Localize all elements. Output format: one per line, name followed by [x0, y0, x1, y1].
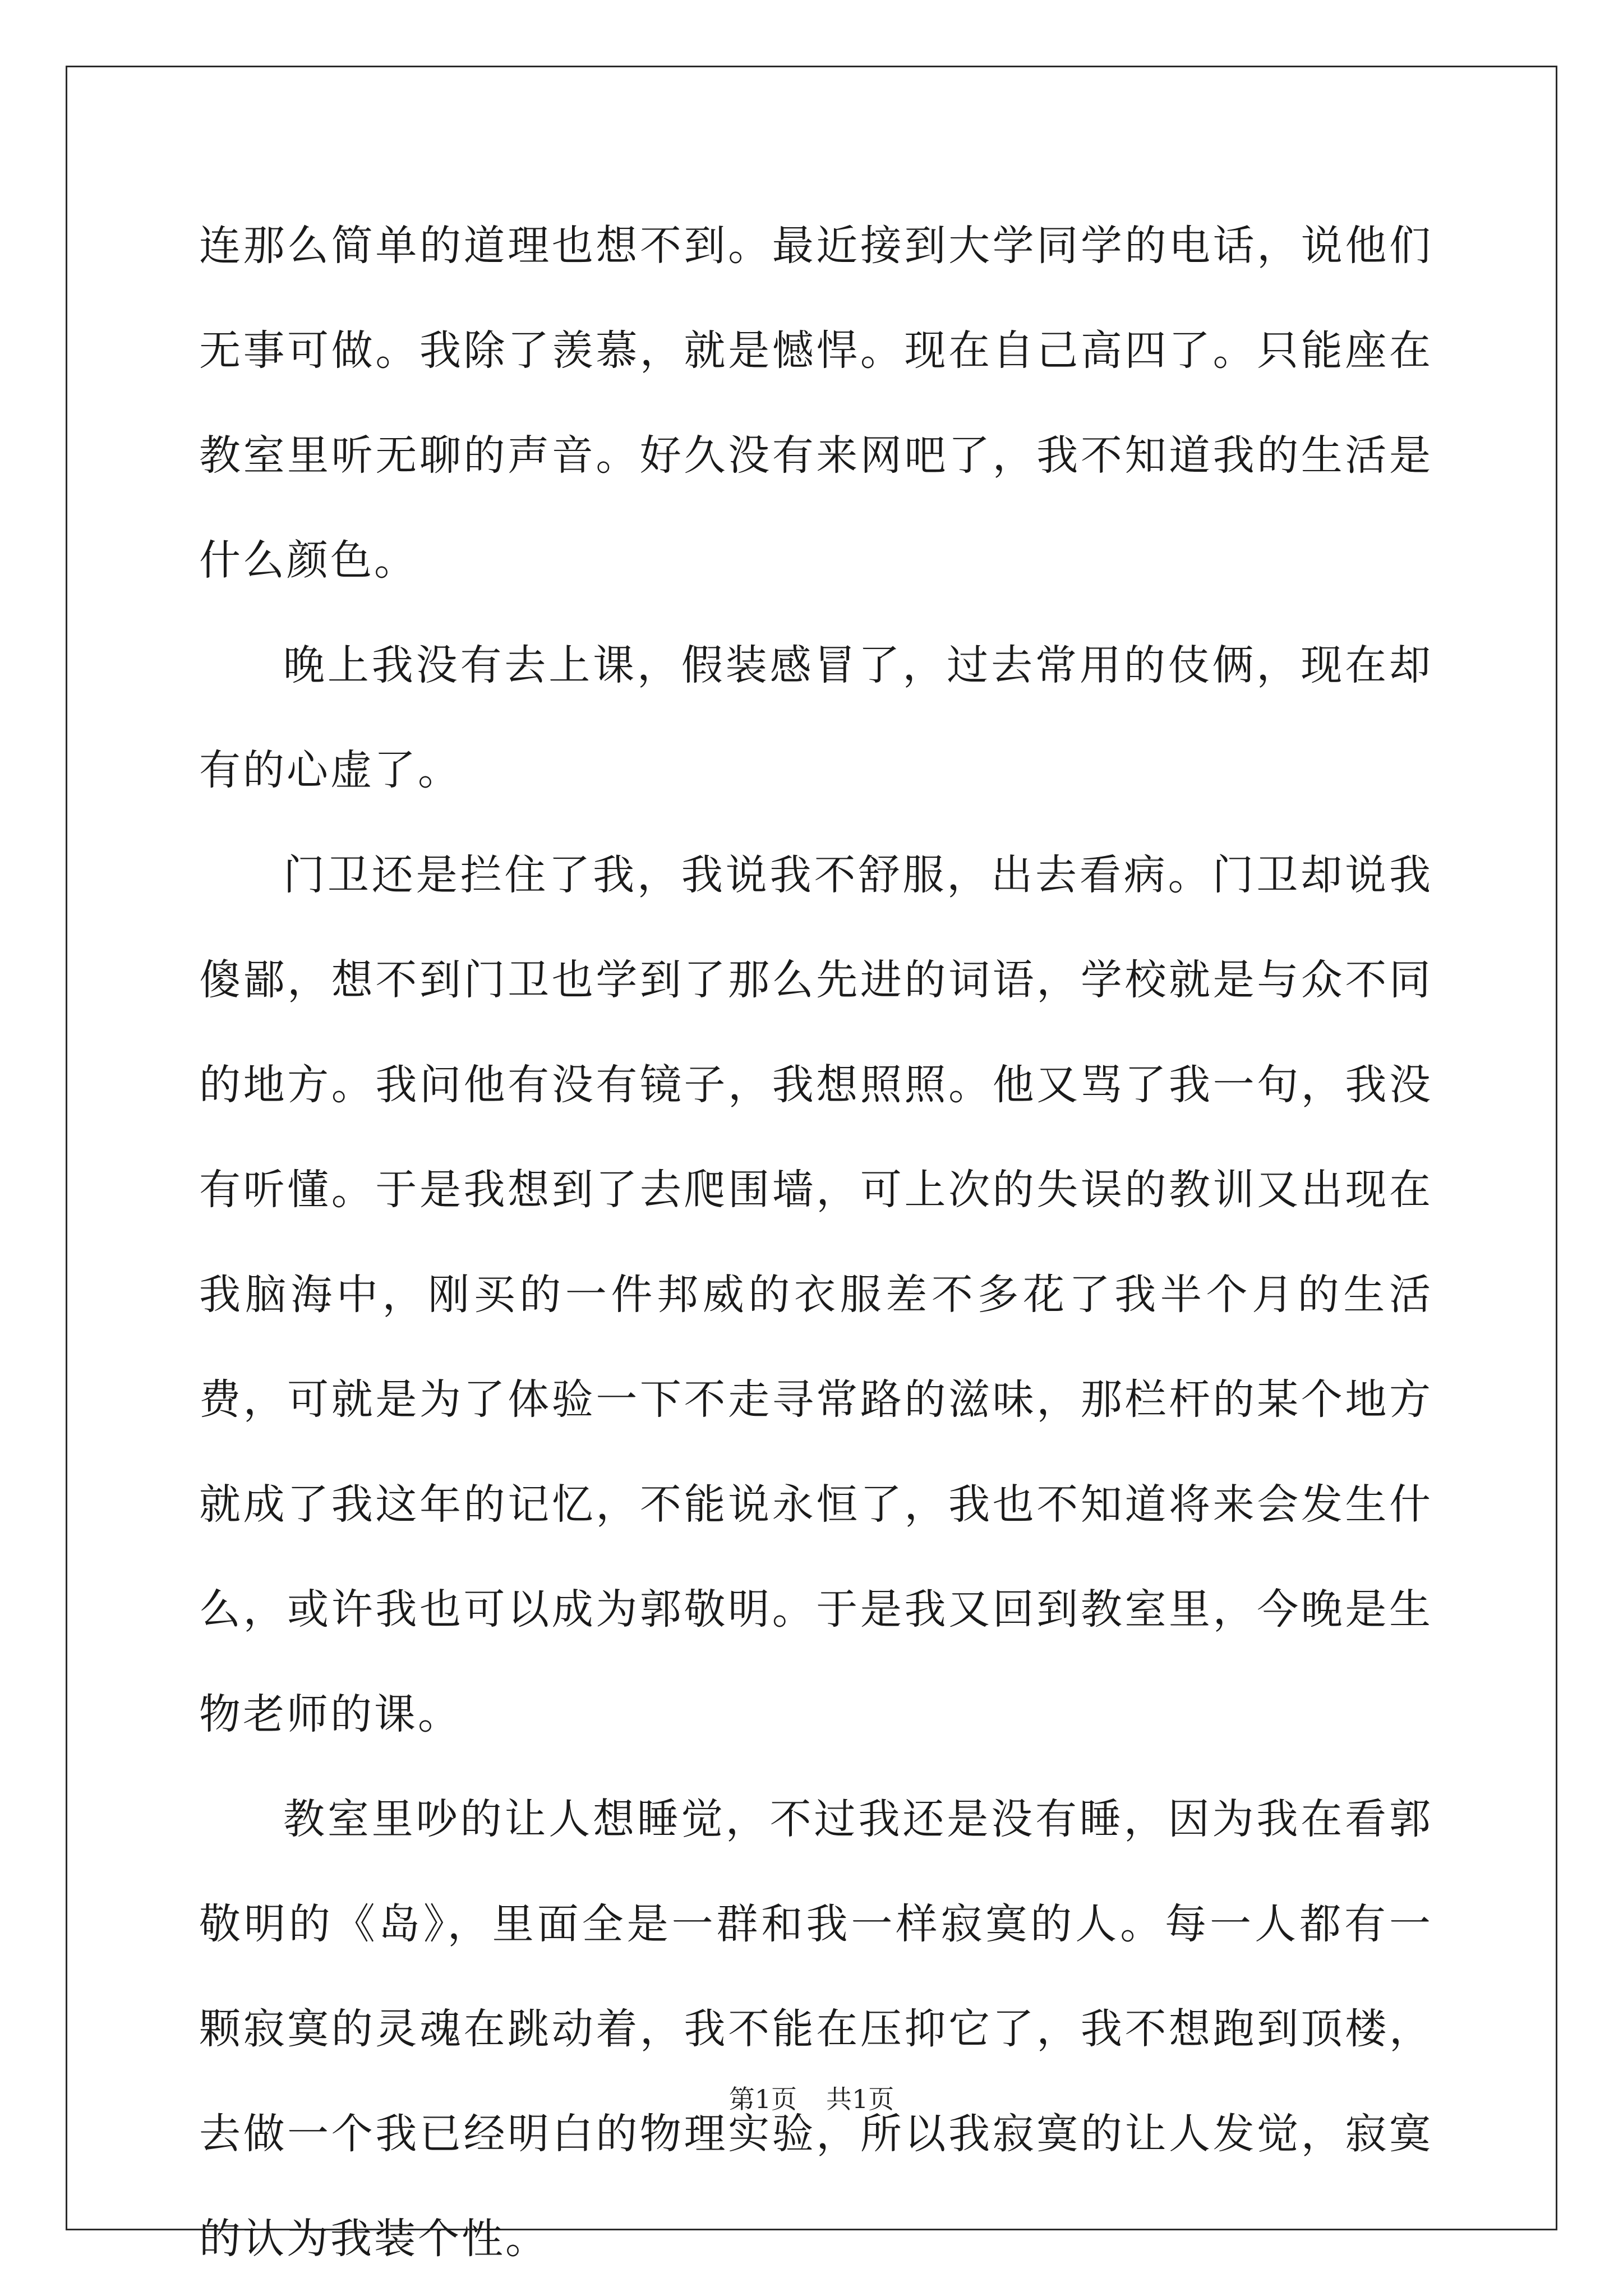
- page-footer: [0, 2079, 1623, 2116]
- paragraph-1: 连那么简单的道理也想不到。最近接到大学同学的电话，说他们无事可做。我除了羡慕，就是憾悍。现在自己高四了。只能座在教室里听无聊的声音。好久没有来网吧了，我不知道我的生活是什么颜色。: [199, 222, 1433, 585]
- paragraph-4: 教室里吵的让人想睡觉，不过我还是没有睡，因为我在看郭敬明的《岛》，里面全是一群和我一样寂寞的人。每一人都有一颗寂寞的灵魂在跳动着，我不能在压抑它了，我不想跑到顶楼，去做一个我已经明白的物理实验，所以我寂寞的让人发觉，寂寞的认为我装个性。: [199, 1795, 1433, 2263]
- paragraph-3: 门卫还是拦住了我，我说我不舒服，出去看病。门卫却说我傻鄙，想不到门卫也学到了那么先进的词语，学校就是与众不同的地方。我问他有没有镜子，我想照照。他又骂了我一句，我没有听懂。于是我想到了去爬围墙，可上次的失误的教训又出现在我脑海中，刚买的一件邦威的衣服差不多花了我半个月的生活费，可就是为了体验一下不走寻常路的滋味，那栏杆的某个地方就成了我这年的记忆，不能说永恒了，我也不知道将来会发生什么，或许我也可以成为郭敬明。于是我又回到教室里，今晚是生物老师的课。: [199, 851, 1433, 1738]
- page-number: 第1页: [728, 2084, 797, 2114]
- document-body: [199, 194, 1433, 2292]
- paragraph-2: 晚上我没有去上课，假装感冒了，过去常用的伎俩，现在却有的心虚了。: [199, 641, 1433, 794]
- page-total: 共1页: [826, 2084, 895, 2114]
